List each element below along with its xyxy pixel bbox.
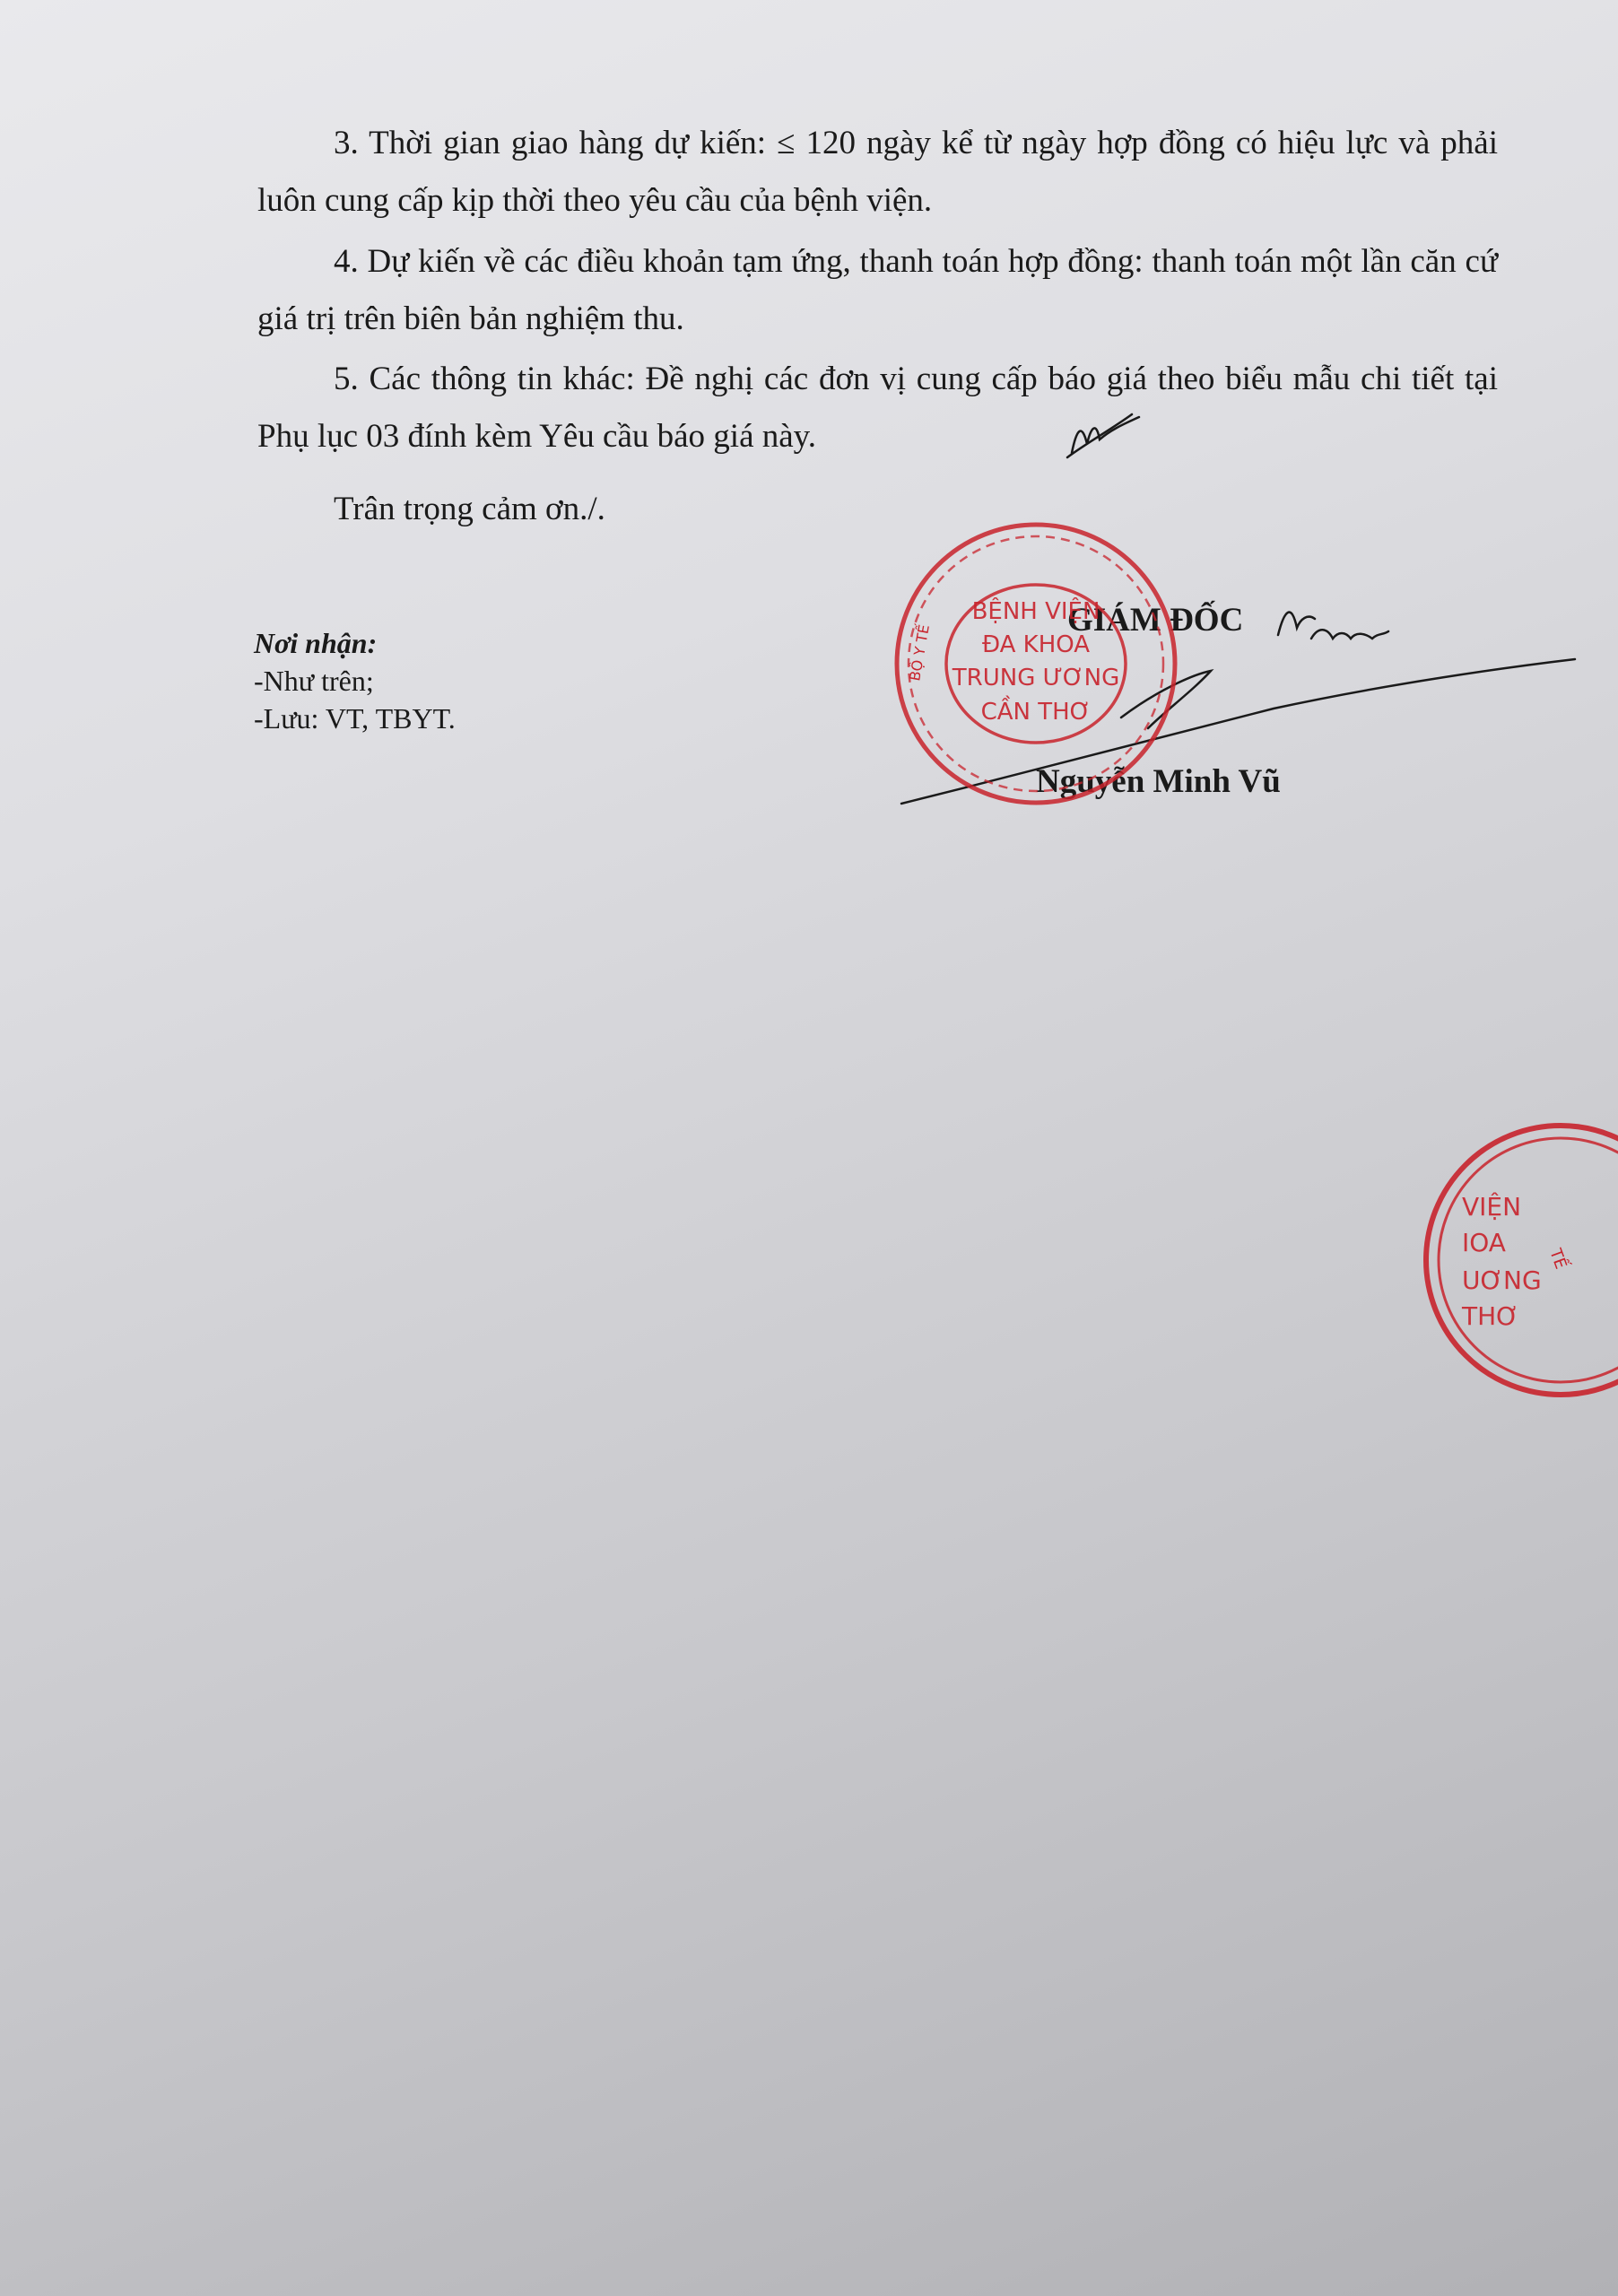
recipient-line: -Lưu: VT, TBYT. xyxy=(254,702,456,735)
svg-text:BỆNH VIỆN: BỆNH VIỆN xyxy=(971,598,1100,625)
svg-text:ĐA KHOA: ĐA KHOA xyxy=(981,631,1091,658)
svg-text:TRUNG ƯƠNG: TRUNG ƯƠNG xyxy=(952,665,1120,691)
svg-text:BỘ Y TẾ: BỘ Y TẾ xyxy=(906,622,933,683)
recipients-heading: Nơi nhận: xyxy=(254,627,378,659)
recipient-line: -Như trên; xyxy=(254,665,374,697)
svg-text:THƠ: THƠ xyxy=(1462,1301,1519,1331)
signer-name: Nguyễn Minh Vũ xyxy=(1036,763,1281,800)
paragraph-delivery-time: 3. Thời gian giao hàng dự kiến: ≤ 120 ngày kể từ ngày hợp đồng có hiệu lực và phải luôn cung cấp kịp thời theo yêu cầu của bệnh viện. xyxy=(257,125,1498,219)
closing-text: Trân trọng cảm ơn./. xyxy=(334,491,605,527)
signer-title: GIÁM ĐỐC xyxy=(1067,602,1244,639)
paragraph-other-info: 5. Các thông tin khác: Đề nghị các đơn vị cung cấp báo giá theo biểu mẫu chi tiết tại Phụ lục 03 đính kèm Yêu cầu báo giá này. xyxy=(257,361,1498,455)
svg-text:TẾ: TẾ xyxy=(1545,1246,1570,1272)
svg-text:CẦN THƠ: CẦN THƠ xyxy=(980,699,1092,726)
svg-text:UƠNG: UƠNG xyxy=(1462,1265,1542,1295)
paragraph-payment-terms: 4. Dự kiến về các điều khoản tạm ứng, thanh toán hợp đồng: thanh toán một lần căn cứ giá trị trên biên bản nghiệm thu. xyxy=(257,243,1498,337)
svg-text:VIỆN: VIỆN xyxy=(1462,1192,1522,1222)
svg-text:IOA: IOA xyxy=(1462,1228,1506,1257)
